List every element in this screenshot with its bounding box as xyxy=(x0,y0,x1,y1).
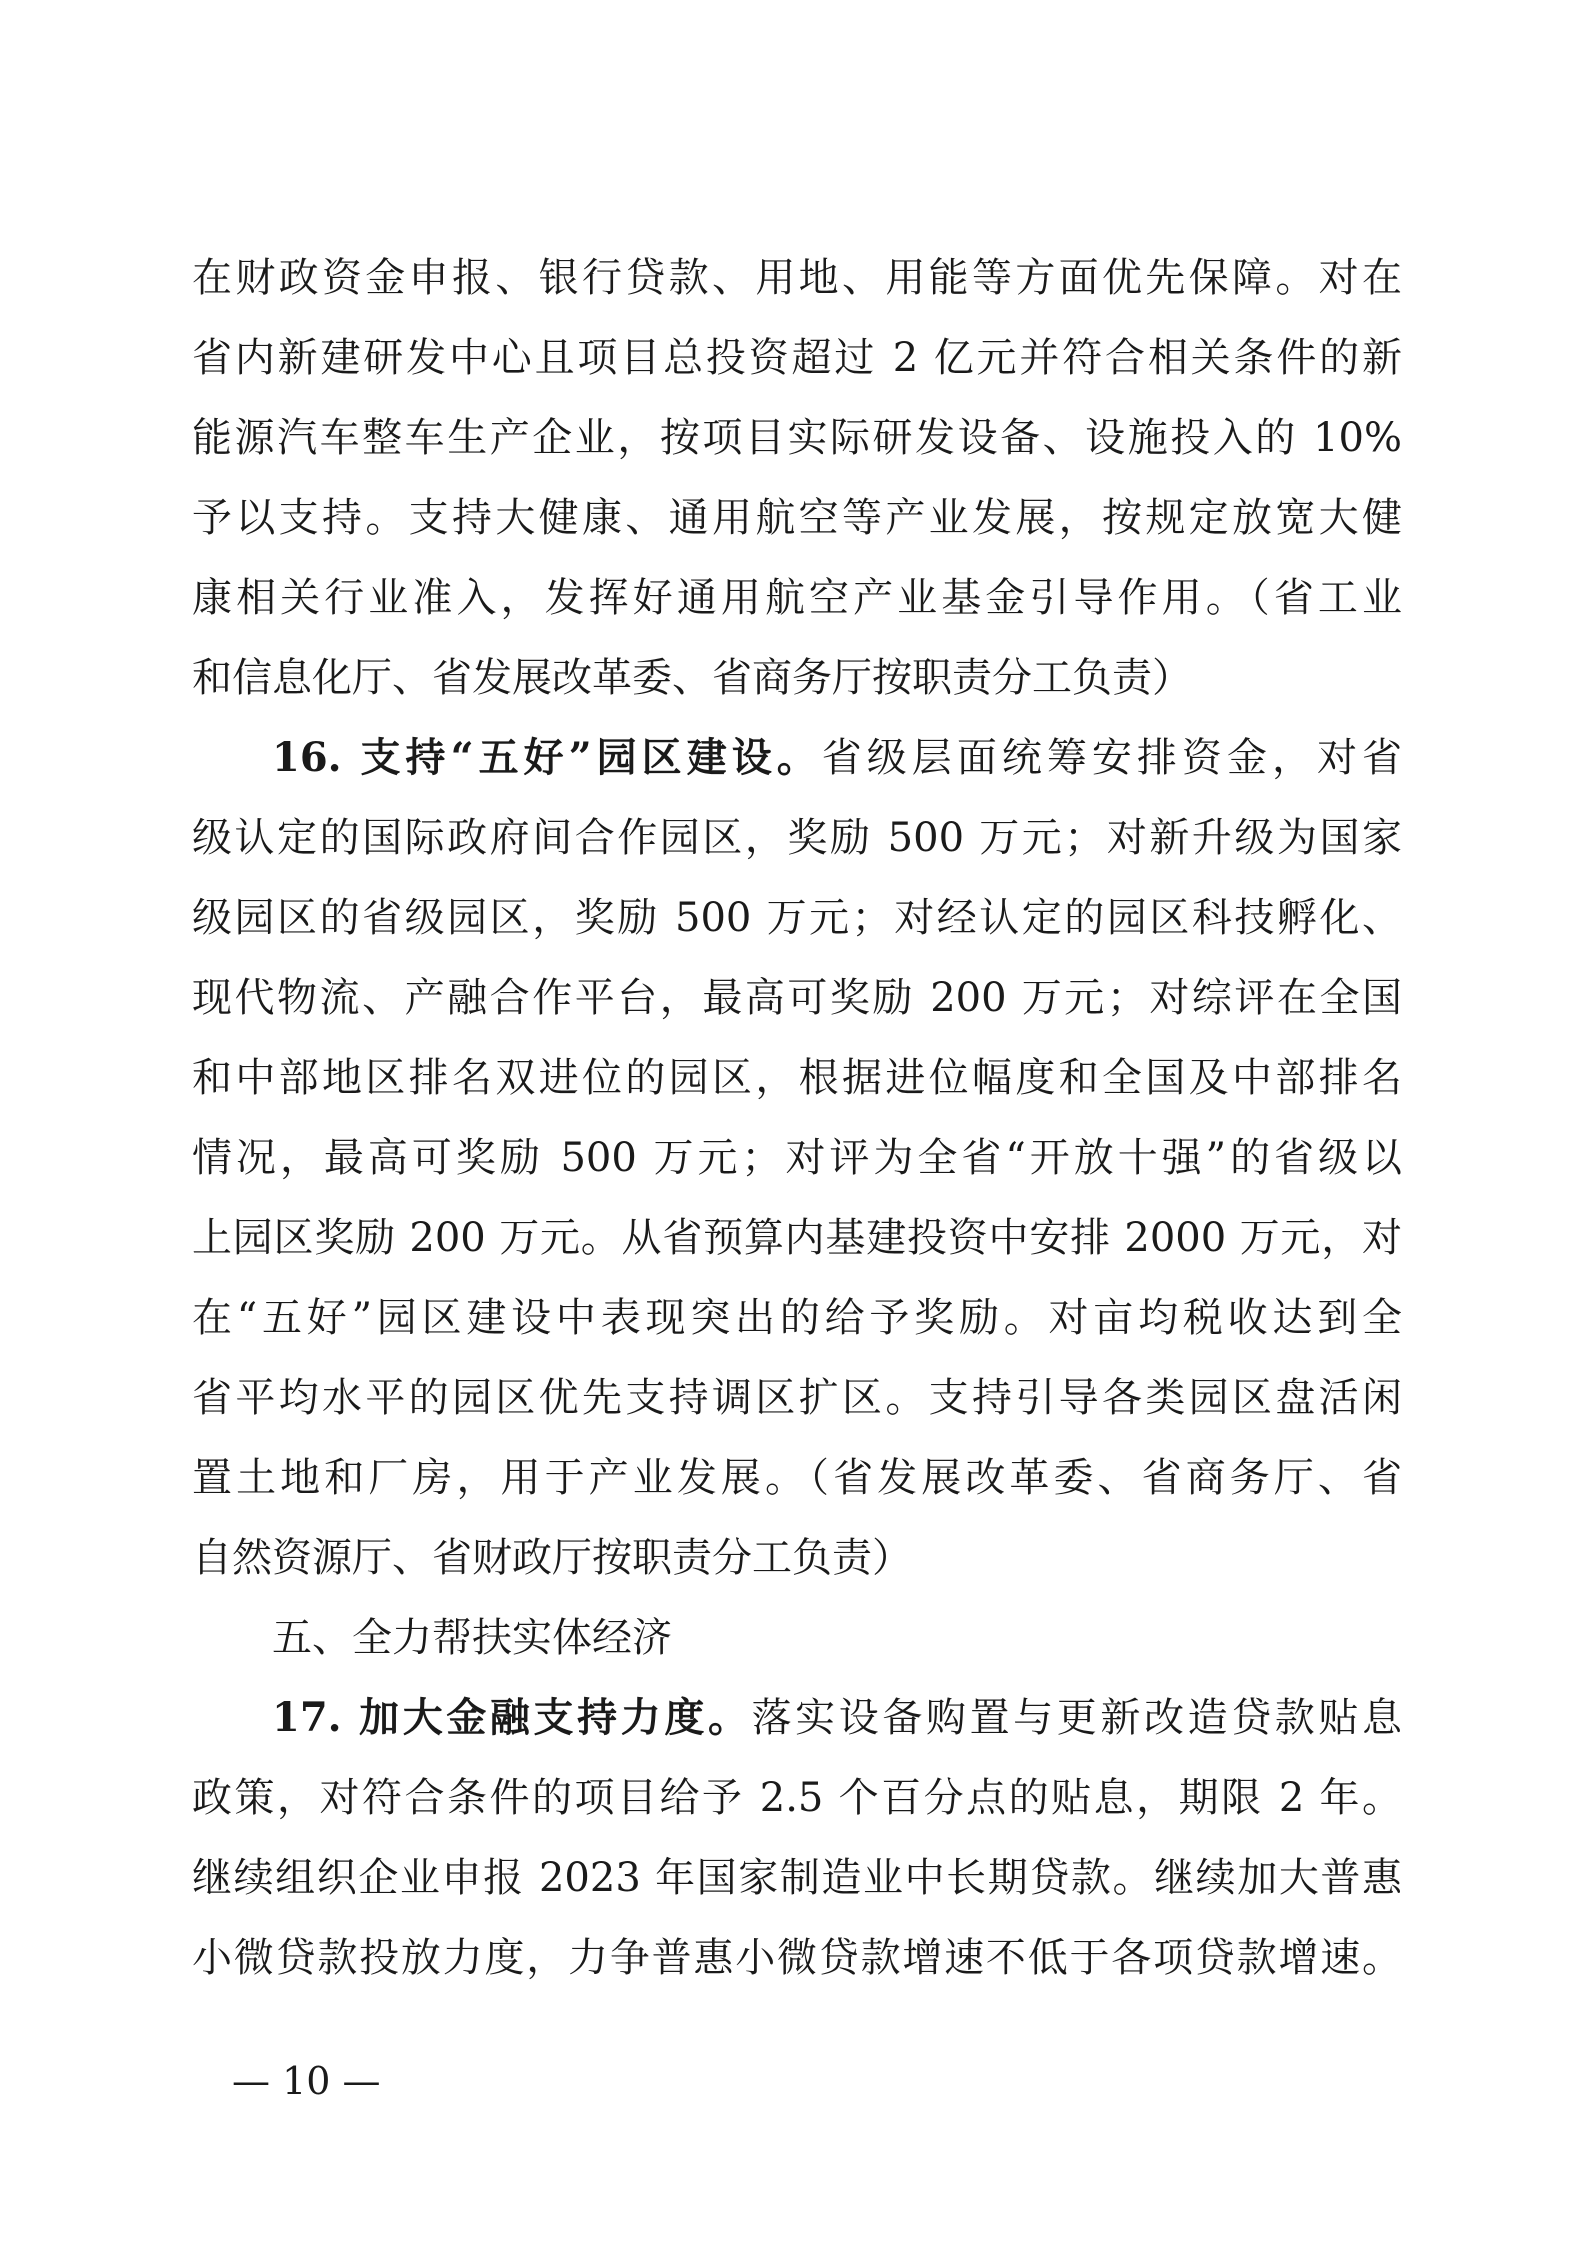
page-number: — 10 — xyxy=(232,2059,381,2103)
item-17-first-line xyxy=(272,1688,1402,1748)
text-line: 省平均水平的园区优先支持调区扩区。支持引导各类园区盘活闲 xyxy=(192,1375,1402,1421)
section-heading: 五、全力帮扶实体经济 xyxy=(272,1615,672,1661)
text-line: 自然资源厅、省财政厅按职责分工负责） xyxy=(192,1535,912,1581)
text-line: 级认定的国际政府间合作园区，奖励 500 万元；对新升级为国家 xyxy=(192,815,1402,861)
item-16-first-line xyxy=(272,728,1402,788)
text-line: 予以支持。支持大健康、通用航空等产业发展，按规定放宽大健 xyxy=(192,495,1402,541)
text-line: 康相关行业准入，发挥好通用航空产业基金引导作用。（省工业 xyxy=(192,575,1402,621)
text-line: 在财政资金申报、银行贷款、用地、用能等方面优先保障。对在 xyxy=(192,255,1402,301)
text-line: 置土地和厂房，用于产业发展。（省发展改革委、省商务厅、省 xyxy=(192,1455,1402,1501)
text-line: 省内新建研发中心且项目总投资超过 2 亿元并符合相关条件的新 xyxy=(192,335,1402,381)
text-line: 在“五好”园区建设中表现突出的给予奖励。对亩均税收达到全 xyxy=(192,1295,1402,1341)
text-line: 级园区的省级园区，奖励 500 万元；对经认定的园区科技孵化、 xyxy=(192,895,1402,941)
item-17-text: 落实设备购置与更新改造贷款贴息 xyxy=(751,1695,1403,1741)
text-line: 情况，最高可奖励 500 万元；对评为全省“开放十强”的省级以 xyxy=(192,1135,1402,1181)
text-line: 小微贷款投放力度，力争普惠小微贷款增速不低于各项贷款增速。 xyxy=(192,1935,1402,1981)
text-line: 能源汽车整车生产企业，按项目实际研发设备、设施投入的 10% xyxy=(192,415,1402,461)
text-line: 现代物流、产融合作平台，最高可奖励 200 万元；对综评在全国 xyxy=(192,975,1402,1021)
text-line: 和信息化厅、省发展改革委、省商务厅按职责分工负责） xyxy=(192,655,1192,701)
text-line: 继续组织企业申报 2023 年国家制造业中长期贷款。继续加大普惠 xyxy=(192,1855,1402,1901)
item-16-title: 16. 支持“五好”园区建设。 xyxy=(272,734,822,781)
item-17-title: 17. 加大金融支持力度。 xyxy=(272,1694,752,1741)
text-line: 上园区奖励 200 万元。从省预算内基建投资中安排 2000 万元，对 xyxy=(192,1215,1402,1261)
text-line: 政策，对符合条件的项目给予 2.5 个百分点的贴息，期限 2 年。 xyxy=(192,1775,1402,1821)
text-line: 和中部地区排名双进位的园区，根据进位幅度和全国及中部排名 xyxy=(192,1055,1402,1101)
item-16-text: 省级层面统筹安排资金，对省 xyxy=(821,735,1402,781)
